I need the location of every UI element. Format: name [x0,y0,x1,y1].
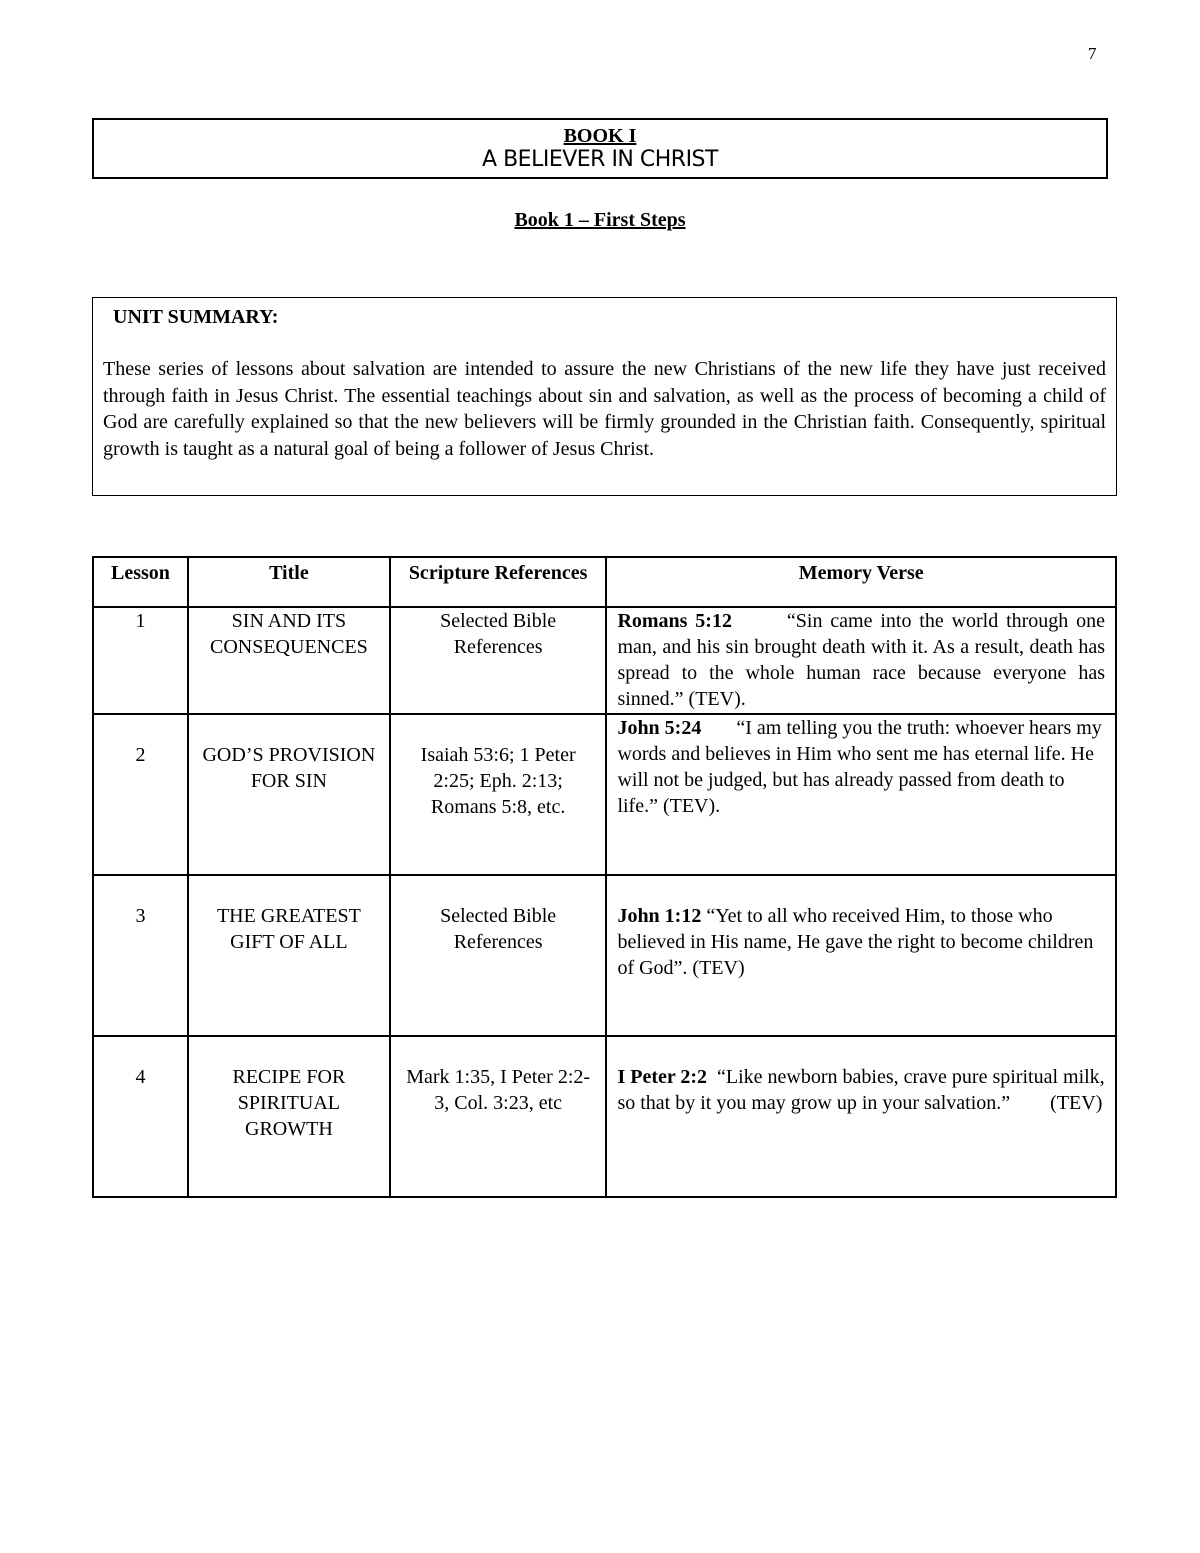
scripture-references: Selected Bible References [390,875,607,1036]
verse-reference: John 1:12 [617,905,702,927]
memory-verse [606,1036,1116,1197]
header-title: Title [188,557,390,607]
table-row [93,875,1116,1036]
table-row [93,1036,1116,1197]
book-subtitle: A BELIEVER IN CHRIST [482,147,718,172]
memory-verse [606,875,1116,1036]
memory-verse [606,714,1116,875]
lesson-number: 1 [93,607,188,714]
lesson-title: THE GREATEST GIFT OF ALL [188,875,390,1036]
unit-summary-box [92,297,1117,496]
unit-summary-heading: UNIT SUMMARY: [113,306,279,328]
book-title-box [92,118,1108,179]
lesson-title: SIN AND ITS CONSEQUENCES [188,607,390,714]
table-header-row [93,557,1116,607]
verse-text: “Sin came into the world through one man, and his sin brought death with it. As a result, death has spread to the whole human race because everyone has sinned.” (TEV). [617,610,1106,710]
book-label: BOOK I [563,125,637,147]
scripture-references: Selected Bible References [390,607,607,714]
verse-reference: I Peter 2:2 [617,1066,708,1088]
lesson-number: 2 [93,714,188,875]
page-number: 7 [1088,44,1097,63]
table-row [93,607,1116,714]
verse-reference: John 5:24 [617,717,702,739]
verse-reference: Romans 5:12 [617,610,732,632]
verse-text: “I am telling you the truth: whoever hears my words and believes in Him who sent me has eternal life. He will not be judged, but has already passed from death to life.” (TEV). [617,717,1102,817]
memory-verse [606,607,1116,714]
lesson-title: RECIPE FOR SPIRITUAL GROWTH [188,1036,390,1197]
table-row [93,714,1116,875]
unit-summary-text: These series of lessons about salvation are intended to assure the new Christians of the new life they have just received through faith in Jesus Christ. The essential teachings about sin and salvation, as well as the process of becoming a child of God are carefully explained so that the new believers will be firmly grounded in the Christian faith. Consequently, spiritual growth is taught as a natural goal of being a follower of Jesus Christ. [103,358,1106,460]
header-lesson: Lesson [93,557,188,607]
section-heading: Book 1 – First Steps [514,209,686,231]
verse-text: “Yet to all who received Him, to those who believed in His name, He gave the right to become children of God”. (TEV) [617,905,1094,979]
scripture-references: Mark 1:35, I Peter 2:2-3, Col. 3:23, etc [390,1036,607,1197]
lesson-number: 3 [93,875,188,1036]
lesson-number: 4 [93,1036,188,1197]
header-memory-verse: Memory Verse [606,557,1116,607]
scripture-references: Isaiah 53:6; 1 Peter 2:25; Eph. 2:13; Romans 5:8, etc. [390,714,607,875]
lessons-table [92,556,1117,1198]
header-scripture-references: Scripture References [390,557,607,607]
lesson-title: GOD’S PROVISION FOR SIN [188,714,390,875]
verse-text: “Like newborn babies, crave pure spiritual milk, so that by it you may grow up in your salvation.” (TEV) [617,1066,1110,1114]
